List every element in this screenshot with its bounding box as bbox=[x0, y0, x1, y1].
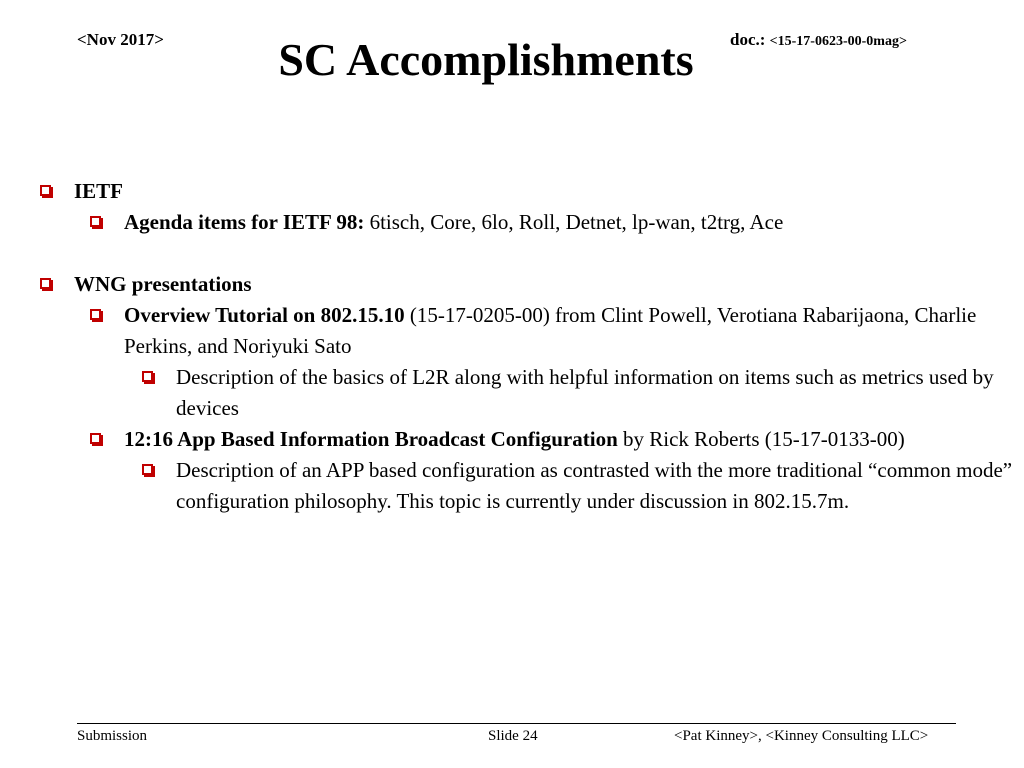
bullet-wng bbox=[38, 269, 1018, 300]
footer-submission: Submission bbox=[77, 728, 148, 744]
header-date: <Nov 2017> bbox=[77, 30, 164, 49]
overview-label: Overview Tutorial on 802.15.10 bbox=[124, 303, 405, 327]
app-description: Description of an APP based configuration as contrasted with the more traditional “common mode” configuration philosophy. This topic is currently under discussion in 802.15.7m. bbox=[176, 458, 1013, 513]
checkbox-bullet-icon bbox=[90, 309, 101, 320]
doc-number: <15-17-0623-00-0mag> bbox=[769, 34, 907, 49]
spacer bbox=[38, 238, 1018, 269]
footer-author: <Pat Kinney>, <Kinney Consulting LLC> bbox=[674, 728, 929, 744]
checkbox-bullet-icon bbox=[40, 278, 51, 289]
slide-body bbox=[38, 176, 1018, 517]
bullet-app-description bbox=[38, 455, 1018, 517]
doc-label: doc.: bbox=[730, 30, 770, 49]
checkbox-bullet-icon bbox=[142, 464, 153, 475]
app-text: by Rick Roberts (15-17-0133-00) bbox=[617, 427, 905, 451]
wng-heading: WNG presentations bbox=[74, 272, 252, 296]
agenda-label: Agenda items for IETF 98: bbox=[124, 210, 365, 234]
checkbox-bullet-icon bbox=[90, 216, 101, 227]
bullet-app-config bbox=[38, 424, 1018, 455]
footer-divider bbox=[77, 723, 956, 724]
agenda-text: 6tisch, Core, 6lo, Roll, Detnet, lp-wan, t2trg, Ace bbox=[364, 210, 784, 234]
bullet-overview-description bbox=[38, 362, 1018, 424]
bullet-overview-tutorial bbox=[38, 300, 1018, 362]
checkbox-bullet-icon bbox=[142, 371, 153, 382]
checkbox-bullet-icon bbox=[40, 185, 51, 196]
bullet-ietf bbox=[38, 176, 1018, 207]
checkbox-bullet-icon bbox=[90, 433, 101, 444]
overview-text: (15-17-0205-00) from Clint Powell, Verotiana Rabarijaona, Charlie Perkins, and Noriyuki Sato bbox=[124, 303, 977, 358]
ietf-heading: IETF bbox=[74, 179, 124, 203]
bullet-ietf-agenda bbox=[38, 207, 1018, 238]
overview-description: Description of the basics of L2R along with helpful information on items such as metrics used by devices bbox=[176, 365, 994, 420]
app-label: 12:16 App Based Information Broadcast Configuration bbox=[124, 427, 618, 451]
footer-slide-number: Slide 24 bbox=[488, 728, 538, 744]
slide-title: SC Accomplishments bbox=[278, 34, 694, 85]
